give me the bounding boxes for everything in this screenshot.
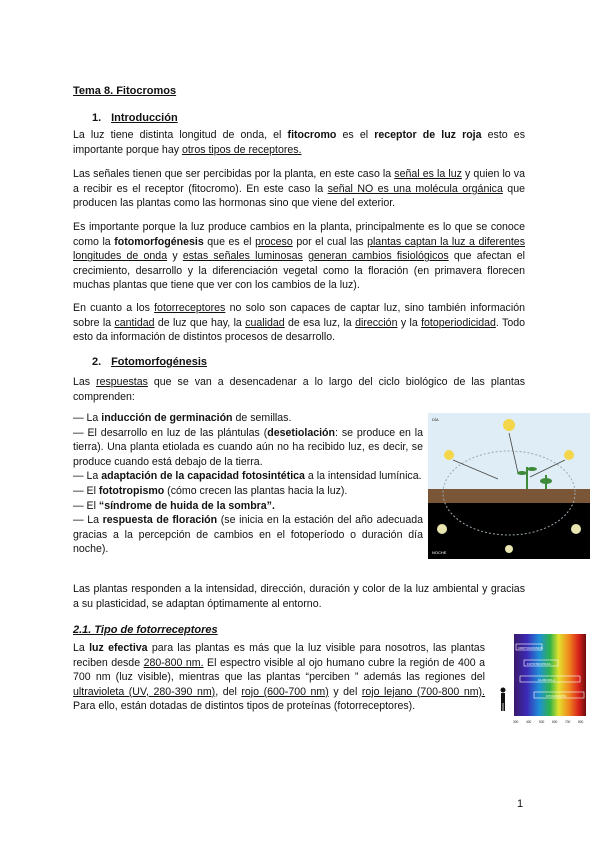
- bold-term: luz efectiva: [89, 642, 148, 654]
- bold-term: respuesta de floración: [102, 514, 218, 527]
- text-run: — El desarrollo en luz de las plántulas (: [73, 426, 268, 439]
- section-number: 1.: [92, 112, 102, 124]
- underlined-term: 280-800 nm.: [143, 656, 204, 669]
- list-item: [73, 499, 423, 514]
- text-run: y la: [397, 316, 422, 329]
- list-item: [73, 484, 423, 499]
- human-silhouette-icon: [501, 688, 506, 712]
- paragraph-intro-3: [73, 220, 525, 293]
- paragraph-intro-2: [73, 167, 525, 211]
- text-run: y: [167, 250, 183, 263]
- bold-term: adaptación de la capacidad fotosintética: [101, 470, 305, 483]
- text-run: : se produce en la tierra). Una planta etiolada es cuando aún no ha recibido luz, es decir, se produce cuando está debajo de la tierra.: [73, 426, 424, 468]
- band-label: CLOROFILA: [538, 678, 556, 682]
- bold-term: fotomorfogénesis: [114, 235, 204, 248]
- list-item: [73, 426, 423, 470]
- section-heading-fotomorfogenesis: [92, 356, 207, 368]
- axis-tick: 400: [526, 720, 532, 724]
- band-label: CRIPTOCROMOS: [518, 646, 543, 650]
- text-run: y quien lo va a recibir es el receptor (fitocromo). En este caso la: [73, 168, 525, 195]
- underlined-term: señal NO es una molécula orgánica: [327, 182, 503, 195]
- text-run: Las señales tienen que ser percibidas por la planta, en este caso la: [73, 168, 395, 180]
- band-label: FITOCROMOS: [546, 694, 567, 698]
- axis-tick: 800: [578, 720, 584, 724]
- text-run: Las: [73, 376, 97, 388]
- list-item: [73, 469, 423, 484]
- text-run: que es el: [203, 235, 256, 248]
- page-number: 1: [517, 798, 524, 810]
- underlined-term: proceso: [255, 235, 293, 248]
- response-list: [73, 411, 423, 557]
- text-run: es el: [336, 129, 375, 141]
- text-run: En cuanto a los: [73, 302, 155, 314]
- axis-tick: 300: [513, 720, 519, 724]
- text-run: — La: [73, 470, 102, 483]
- text-run: que producen las plantas como las hormonas sino que viene del exterior.: [73, 182, 525, 210]
- axis-tick: 700: [565, 720, 571, 724]
- underlined-term: plantas captan la luz a diferentes longitudes de onda: [73, 235, 525, 263]
- underlined-term: fotoperiodicidad: [421, 316, 496, 329]
- text-run: , del: [215, 685, 242, 698]
- subsection-heading: 2.1. Tipo de fotorreceptores: [73, 624, 218, 636]
- axis-tick: 500: [539, 720, 545, 724]
- light-spectrum-illustration: [494, 630, 590, 730]
- underlined-term: fotorreceptores: [154, 302, 226, 314]
- text-run: que afectan el crecimiento, desarrollo y la diferenciación vegetal como la floración (en primavera florecen muchas plantas que tiene que ver con los cambios de la luz).: [73, 250, 525, 292]
- text-run: que se van a desencadenar a lo largo del ciclo biológico de las plantas comprenden:: [73, 376, 526, 403]
- section-heading-introduccion: [92, 112, 178, 124]
- figure-label-night: NOCHE: [432, 550, 447, 555]
- bold-term: fitocromo: [287, 129, 337, 141]
- underlined-term: rojo lejano (700-800 nm).: [361, 685, 486, 698]
- underlined-term: cualidad: [245, 316, 285, 329]
- text-run: esto es importante porque hay: [73, 129, 525, 156]
- paragraph-fotorreceptores: [73, 641, 485, 714]
- paragraph-intro-1: [73, 128, 525, 157]
- bold-term: receptor de luz roja: [374, 129, 482, 141]
- text-run: (cómo crecen las plantas hacia la luz).: [164, 484, 348, 497]
- underlined-term: estas señales luminosas: [182, 250, 303, 263]
- text-run: y del: [328, 685, 362, 698]
- underlined-term: generan cambios fisiológicos: [308, 250, 449, 263]
- text-run: a la intensidad lumínica.: [304, 470, 422, 483]
- text-run: para las plantas es más que la luz visible para nosotros, las plantas reciben desde: [73, 642, 485, 669]
- text-run: . Todo esto da información de distintos procesos de desarrollo.: [73, 316, 525, 344]
- text-run: de semillas.: [232, 412, 292, 424]
- band-label: FOTOTROPINAS: [527, 662, 551, 666]
- text-run: Para ello, están dotadas de distintos tipos de proteínas (fotorreceptores).: [73, 700, 416, 713]
- text-run: La: [73, 642, 90, 654]
- bold-term: fototropismo: [98, 484, 165, 497]
- underlined-term: otros tipos de receptores.: [181, 143, 302, 156]
- paragraph-fotomorfo-closing: Las plantas responden a la intensidad, dirección, duración y color de la luz ambiental y gracias a su plasticidad, se adaptan óptimamente al entorno.: [73, 583, 525, 610]
- text-run: — El: [73, 499, 99, 512]
- text-run: no solo son capaces de captar luz, sino también información sobre la: [73, 302, 525, 329]
- bold-term: “síndrome de huida de la sombra”.: [98, 499, 275, 512]
- text-run: El espectro visible al ojo humano cubre la región de 400 a 700 nm (luz visible), mientras que las plantas “perciben ” además las regiones del: [73, 656, 485, 684]
- section-label: Fotomorfogénesis: [111, 356, 208, 368]
- text-run: — El: [73, 484, 99, 497]
- underlined-term: dirección: [355, 316, 398, 329]
- text-run: (se inicia en la estación del año adecuada gracias a la percepción de cambios en el fotoperíodo o duración día noche).: [73, 514, 423, 556]
- figure-label-day: DÍA: [432, 417, 439, 422]
- underlined-term: ultravioleta (UV, 280-390 nm): [73, 685, 216, 698]
- page-title: Tema 8. Fitocromos: [73, 85, 177, 97]
- list-item: [73, 411, 423, 426]
- text-run: — La: [73, 514, 103, 527]
- bold-term: desetiolación: [267, 426, 335, 439]
- wavelength-axis: [513, 720, 584, 724]
- underlined-term: respuestas: [96, 376, 148, 388]
- underlined-term: señal es la luz: [394, 168, 462, 180]
- section-label: Introducción: [111, 112, 178, 124]
- underlined-term: rojo (600-700 nm): [241, 685, 329, 698]
- bold-term: inducción de germinación: [101, 412, 233, 424]
- underlined-term: cantidad: [114, 316, 155, 329]
- soil-band: [428, 489, 590, 503]
- text-run: de esa luz, la: [284, 316, 356, 329]
- list-item: [73, 513, 423, 557]
- text-run: Es importante porque la luz produce cambios en la planta, principalmente es lo que se conoce como la: [73, 221, 525, 248]
- text-run: La luz tiene distinta longitud de onda, el: [73, 129, 288, 141]
- text-run: por el cual las: [292, 235, 368, 248]
- paragraph-intro-4: [73, 301, 525, 345]
- text-run: — La: [73, 412, 102, 424]
- axis-tick: 600: [552, 720, 558, 724]
- day-night-cycle-illustration: [428, 413, 590, 559]
- paragraph-fotomorfo-intro: [73, 375, 525, 404]
- text-run: de luz que hay, la: [154, 316, 246, 329]
- section-number: 2.: [92, 356, 102, 368]
